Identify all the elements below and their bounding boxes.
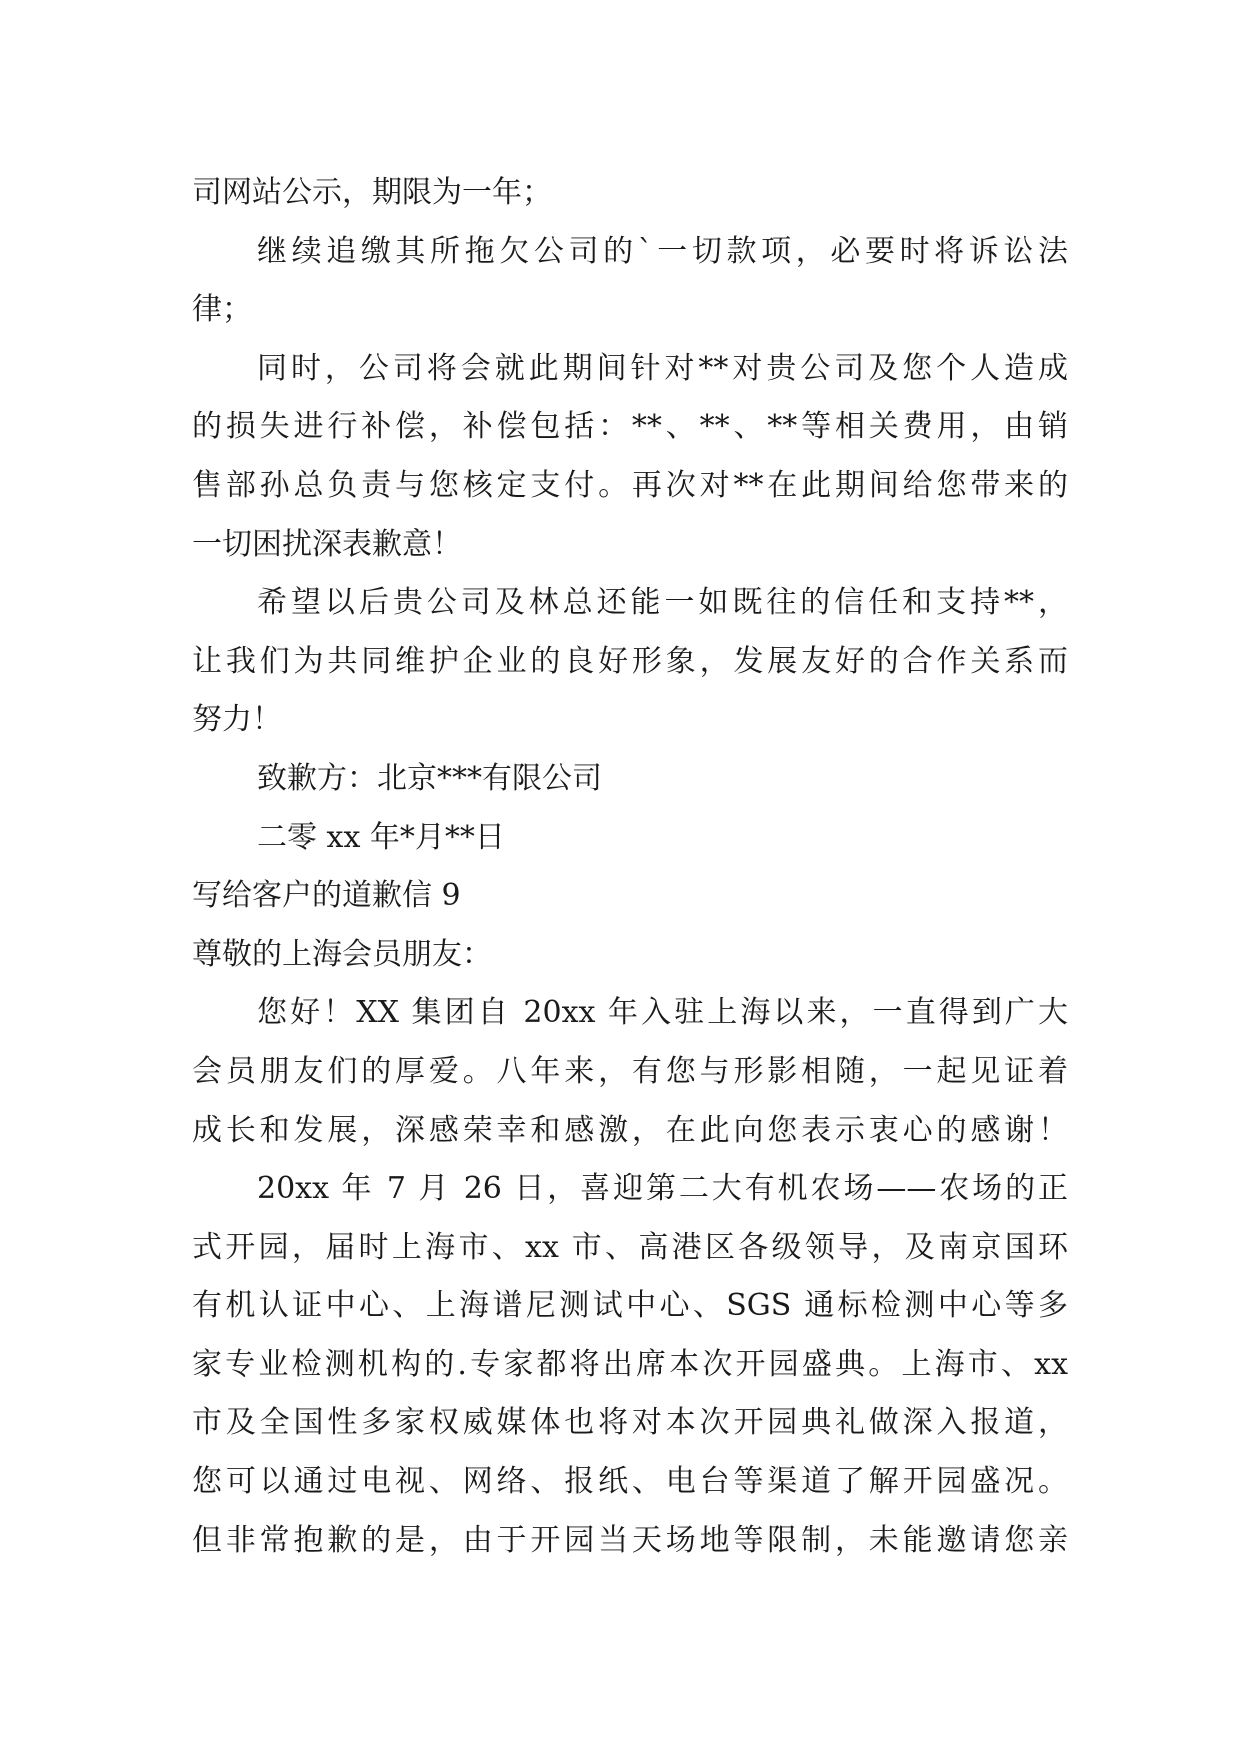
text-line: 但非常抱歉的是，由于开园当天场地等限制，未能邀请您亲 bbox=[192, 1522, 1068, 1558]
text-line: 售部孙总负责与您核定支付。再次对**在此期间给您带来的 bbox=[192, 467, 1068, 503]
text-line: 尊敬的上海会员朋友： bbox=[192, 936, 492, 972]
text-line: 您好！XX 集团自 20xx 年入驻上海以来，一直得到广大 bbox=[257, 995, 1068, 1031]
text-line: 式开园，届时上海市、xx 市、高港区各级领导，及南京国环 bbox=[192, 1229, 1068, 1265]
text-line: 努力！ bbox=[192, 702, 282, 738]
text-line: 20xx 年 7 月 26 日，喜迎第二大有机农场——农场的正 bbox=[257, 1171, 1068, 1207]
text-line: 让我们为共同维护企业的良好形象，发展友好的合作关系而 bbox=[192, 643, 1068, 679]
text-line: 写给客户的道歉信 9 bbox=[192, 878, 461, 914]
text-line: 有机认证中心、上海谱尼测试中心、SGS 通标检测中心等多 bbox=[192, 1288, 1068, 1324]
text-line: 律； bbox=[192, 292, 252, 328]
text-line: 一切困扰深表歉意！ bbox=[192, 526, 462, 562]
text-line: 家专业检测机构的.专家都将出席本次开园盛典。上海市、xx bbox=[192, 1346, 1068, 1382]
text-line: 的损失进行补偿，补偿包括：**、**、**等相关费用，由销 bbox=[192, 409, 1068, 445]
document-body bbox=[192, 164, 1068, 1570]
text-line: 继续追缴其所拖欠公司的`一切款项，必要时将诉讼法 bbox=[257, 233, 1068, 269]
text-line: 您可以通过电视、网络、报纸、电台等渠道了解开园盛况。 bbox=[192, 1464, 1068, 1500]
text-line: 司网站公示，期限为一年； bbox=[192, 175, 552, 210]
text-line: 二零 xx 年*月**日 bbox=[257, 819, 505, 855]
text-line: 致歉方：北京***有限公司 bbox=[257, 760, 602, 796]
text-line: 成长和发展，深感荣幸和感激，在此向您表示衷心的感谢！ bbox=[192, 1112, 1068, 1148]
text-line: 同时，公司将会就此期间针对**对贵公司及您个人造成 bbox=[257, 350, 1068, 386]
text-line: 希望以后贵公司及林总还能一如既往的信任和支持**， bbox=[257, 585, 1068, 621]
text-line: 会员朋友们的厚爱。八年来，有您与形影相随，一起见证着 bbox=[192, 1053, 1068, 1089]
text-line: 市及全国性多家权威媒体也将对本次开园典礼做深入报道， bbox=[192, 1405, 1068, 1441]
